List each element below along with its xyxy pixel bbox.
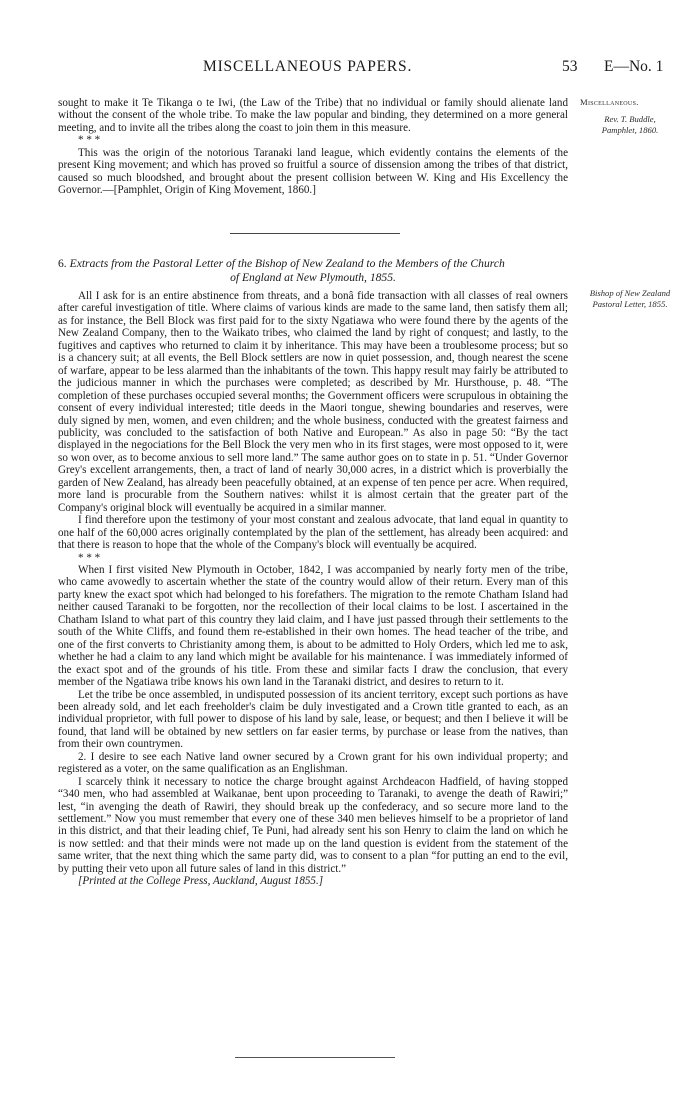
margin-note-source: Pamphlet, 1860. (601, 125, 659, 135)
margin-note-author: Rev. T. Buddle, (604, 114, 656, 124)
margin-note-bishop (580, 288, 680, 310)
margin-note-section: Miscellaneous. (580, 97, 639, 107)
margin-note-line: Bishop of New Zealand (589, 288, 671, 298)
imprint-note: [Printed at the College Press, Auckland, August 1855.] (78, 875, 324, 888)
ellipsis-stars: * * * (78, 551, 101, 564)
paragraph: Let the tribe be once assembled, in undisputed possession of its ancient territory, except such portions as have been already sold, and let each freeholder's claim be duly investigated and a Crown title granted to each, as an individual proprietor, with full power to dispose of his land by sale, lease, or bequest; and then I believe it will be found, that land will be obtained by new settlers on far easier terms, by purchase or lease from the natives, than from their own countrymen. (58, 688, 568, 751)
section-title-line2: of England at New Plymouth, 1855. (230, 271, 396, 284)
paragraph: I scarcely think it necessary to notice the charge brought against Archdeacon Hadfield, of having stopped “340 men, who had assembled at Waikanae, bent upon proceeding to Taranaki, to avenge the death of Rawiri;” lest, “in avenging the death of Rawiri, they should break up the confederacy, and so secure more land to the settlement.” Now you must remember that every one of these 340 men believes himself to be a proprietor of land in this district, and that their leading chief, Te Puni, had already sent his son Henry to claim the land on which he is now settled: and that their minds were not made up on the land question is evident from the statement of the same writer, that the next thing which the same party did, was to consent to a plan “for putting an end to the evil, by putting their veto upon all future sales of land in this district.” (58, 775, 568, 875)
section-buddle-extract (58, 97, 568, 197)
paragraph: When I first visited New Plymouth in October, 1842, I was accompanied by nearly forty men of the tribe, who came avowedly to ascertain whether the state of the country would allow of their return. Every man of this party knew the exact spot which had belonged to his forefathers. The migration to the remote Chatham Island had neither caused Taranaki to be forgotten, nor the recollection of their local claims to be lost. I ascertained in the Chatham Island to what part of this country they laid claim, and I have just passed through their settlements to the south of the White Cliffs, and found them re-established in their own homes. The head teacher of the tribe, and one of the first converts to Christianity among them, is about to be admitted to Holy Orders, which led me to ask, whether he had a claim to any land which might be available for his maintenance. I was immediately informed of the exact spot and of the grounds of his title. From these and similar facts I draw the conclusion, that every member of the Ngatiawa tribe knows his own land in the Taranaki district, and desires to return to it. (58, 563, 568, 689)
margin-note-line: Pastoral Letter, 1855. (592, 299, 668, 309)
paragraph (58, 134, 568, 146)
paragraph (58, 552, 568, 564)
page-number: 53 (562, 58, 578, 75)
paragraph: 2. I desire to see each Native land owner secured by a Crown grant for his own individual property; and registered as a voter, on the same qualification as an Englishman. (58, 750, 568, 776)
section-heading (58, 257, 568, 285)
section-bishop-extract (58, 290, 568, 888)
section-divider (230, 233, 400, 234)
paper-series-number: E—No. 1 (604, 58, 664, 75)
section-number: 6. (58, 257, 67, 270)
running-title: MISCELLANEOUS PAPERS. (203, 58, 413, 75)
closing-rule (235, 1057, 395, 1058)
paragraph: All I ask for is an entire abstinence from threats, and a bonâ fide transaction with all classes of real owners after careful investigation of title. Where claims of various kinds are made to the same land, then satisfy them all; as for instance, the Bell Block was first paid for to the sixty Ngatiawa who were found there by the agents of the New Zealand Company, then to the Waikato tribes, who claimed the land by right of conquest; and lastly, to the fugitives and captives who returned to claim it by inheritance. This may have been a troublesome process; but so is a chancery suit; at all events, the Bell Block settlers are now in quiet possession, and, though nearest the scene of warfare, appear to be less alarmed than the inhabitants of the town. This happy result may fairly be attributed to the judicious manner in which the purchases were completed; as described by Mr. Hursthouse, p. 48. “The completion of these purchases occupied several months; the Government officers were scrupulous in obtaining the consent of every individual interested; title deeds in the Maori tongue, shewing boundaries and reserves, were duly signed by men, women, and even children; and the whole business, conducted with the greatest fairness and publicity, was concluded to the satisfaction of both Native and European.” As also in page 50: “By the tact displayed in the negociations for the Bell Block the very men who in its first stages, were most opposed to it, were so won over, as to become anxious to sell more land.” The same author goes on to state in p. 51. “Under Governor Grey's excellent arrangements, then, a tract of land of nearly 30,000 acres, in a district which is proverbially the garden of New Zealand, has already been peacefully obtained, at an expense of ten pence per acre. When required, more land is procurable from the Southern natives: whilst it is almost certain that the greater part of the Company's original block will eventually be acquired in a similar manner. (58, 290, 568, 514)
page-header (0, 58, 700, 78)
paragraph: I find therefore upon the testimony of your most constant and zealous advocate, that land equal in quantity to one half of the 60,000 acres originally contemplated by the plan of the settlement, has already been acquired: and that there is reason to hope that the whole of the Company's block will eventually be acquired. (58, 514, 568, 552)
paragraph: This was the origin of the notorious Taranaki land league, which evidently contains the elements of the present King movement; and which has proved so fruitful a source of dissension among the tribes of that district, caused so much bloodshed, and brought about the present collision between W. King and His Excellency the Governor.—[Pamphlet, Origin of King Movement, 1860.] (58, 146, 568, 197)
ellipsis-stars: * * * (78, 134, 101, 147)
section-title-line1: Extracts from the Pastoral Letter of the Bishop of New Zealand to the Members of the Church (69, 257, 505, 270)
paragraph: sought to make it Te Tikanga o te Iwi, (the Law of the Tribe) that no individual or family should alienate land without the consent of the whole tribe. To make the law popular and binding, they determined on a more general meeting, and to invite all the tribes along the coast to join them in this measure. (58, 97, 568, 134)
margin-note-buddle (580, 97, 680, 136)
